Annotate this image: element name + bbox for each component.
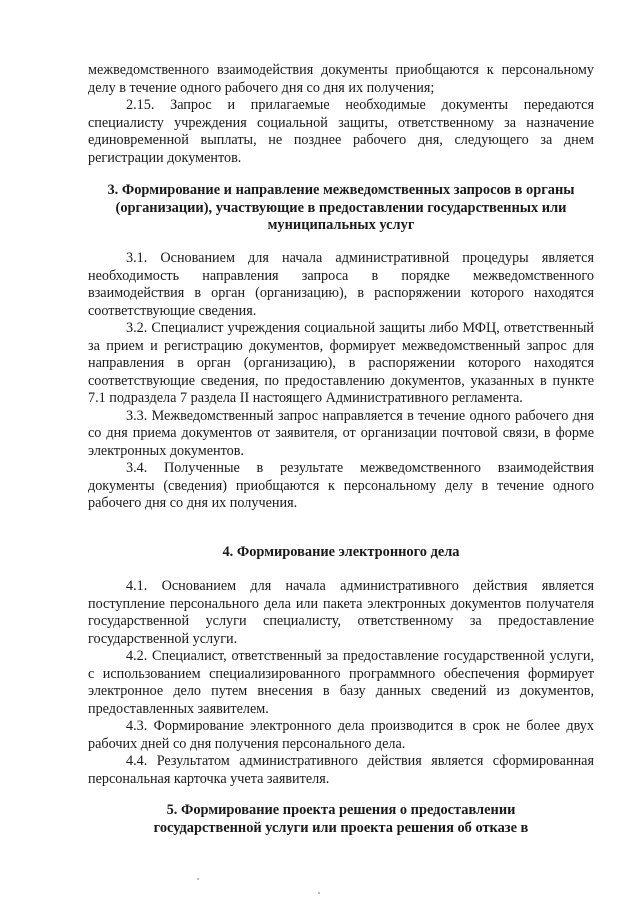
section-5-title: [88, 802, 594, 837]
scan-speck: [318, 892, 320, 894]
section-3-title: 3. Формирование и направление межведомственных запросов в органы (организации), участвующие в предоставлении государственных или муниципальных услуг: [107, 182, 575, 233]
section-4-body: [88, 578, 594, 788]
scan-speck: [197, 878, 199, 880]
paragraph-4-4: 4.4. Результатом административного действия является сформированная персональная карточка учета заявителя.: [88, 753, 594, 787]
paragraph-4-3: 4.3. Формирование электронного дела производится в срок не более двух рабочих дней со дня получения персонального дела.: [88, 718, 594, 752]
paragraph-2-15: 2.15. Запрос и прилагаемые необходимые документы передаются специалисту учреждения социальной защиты, ответственному за назначение единовременной выплаты, не позднее рабочего дня, следующего за днем регистрации документов.: [88, 97, 594, 166]
paragraph-3-1: 3.1. Основанием для начала административной процедуры является необходимость направления запроса в порядке межведомственного взаимодействия в орган (организацию), в распоряжении которого находятся соответствующие сведения.: [88, 250, 594, 319]
section-4-title: 4. Формирование электронного дела: [222, 544, 460, 560]
paragraph-4-1: 4.1. Основанием для начала административного действия является поступление персонального дела или пакета электронных документов получателя государственной услуги специалисту, ответственному за предоставление государственной услуги.: [88, 578, 594, 647]
section-5-title-line-2: государственной услуги или проекта решения об отказе в: [153, 819, 529, 836]
top-text-block: [88, 62, 594, 167]
paragraph-3-3: 3.3. Межведомственный запрос направляется в течение одного рабочего дня со дня приема документов от заявителя, от организации почтовой связи, в форме электронных документов.: [88, 407, 594, 459]
paragraph-4-2: 4.2. Специалист, ответственный за предоставление государственной услуги, с использованием специализированного программного обеспечения формирует электронное дело путем внесения в базу данных сведений из документов, предоставленных заявителем.: [88, 648, 594, 717]
section-3-body: [88, 250, 594, 513]
paragraph-3-4: 3.4. Полученные в результате межведомственного взаимодействия документы (сведения) приобщаются к персональному делу в течение одного рабочего дня со дня их получения.: [88, 460, 594, 511]
continuation-paragraph: межведомственного взаимодействия документы приобщаются к персональному делу в течение одного рабочего дня со дня их получения;: [88, 62, 594, 96]
paragraph-3-2: 3.2. Специалист учреждения социальной защиты либо МФЦ, ответственный за прием и регистрацию документов, формирует межведомственный запрос для направления в орган (организацию), в распоряжении которого находятся соответствующие сведения, по предоставлению документов, указанных в пункте 7.1 подраздела 7 раздела II настоящего Административного регламента.: [88, 320, 594, 406]
section-5-title-line-1: 5. Формирование проекта решения о предоставлении: [166, 802, 516, 818]
